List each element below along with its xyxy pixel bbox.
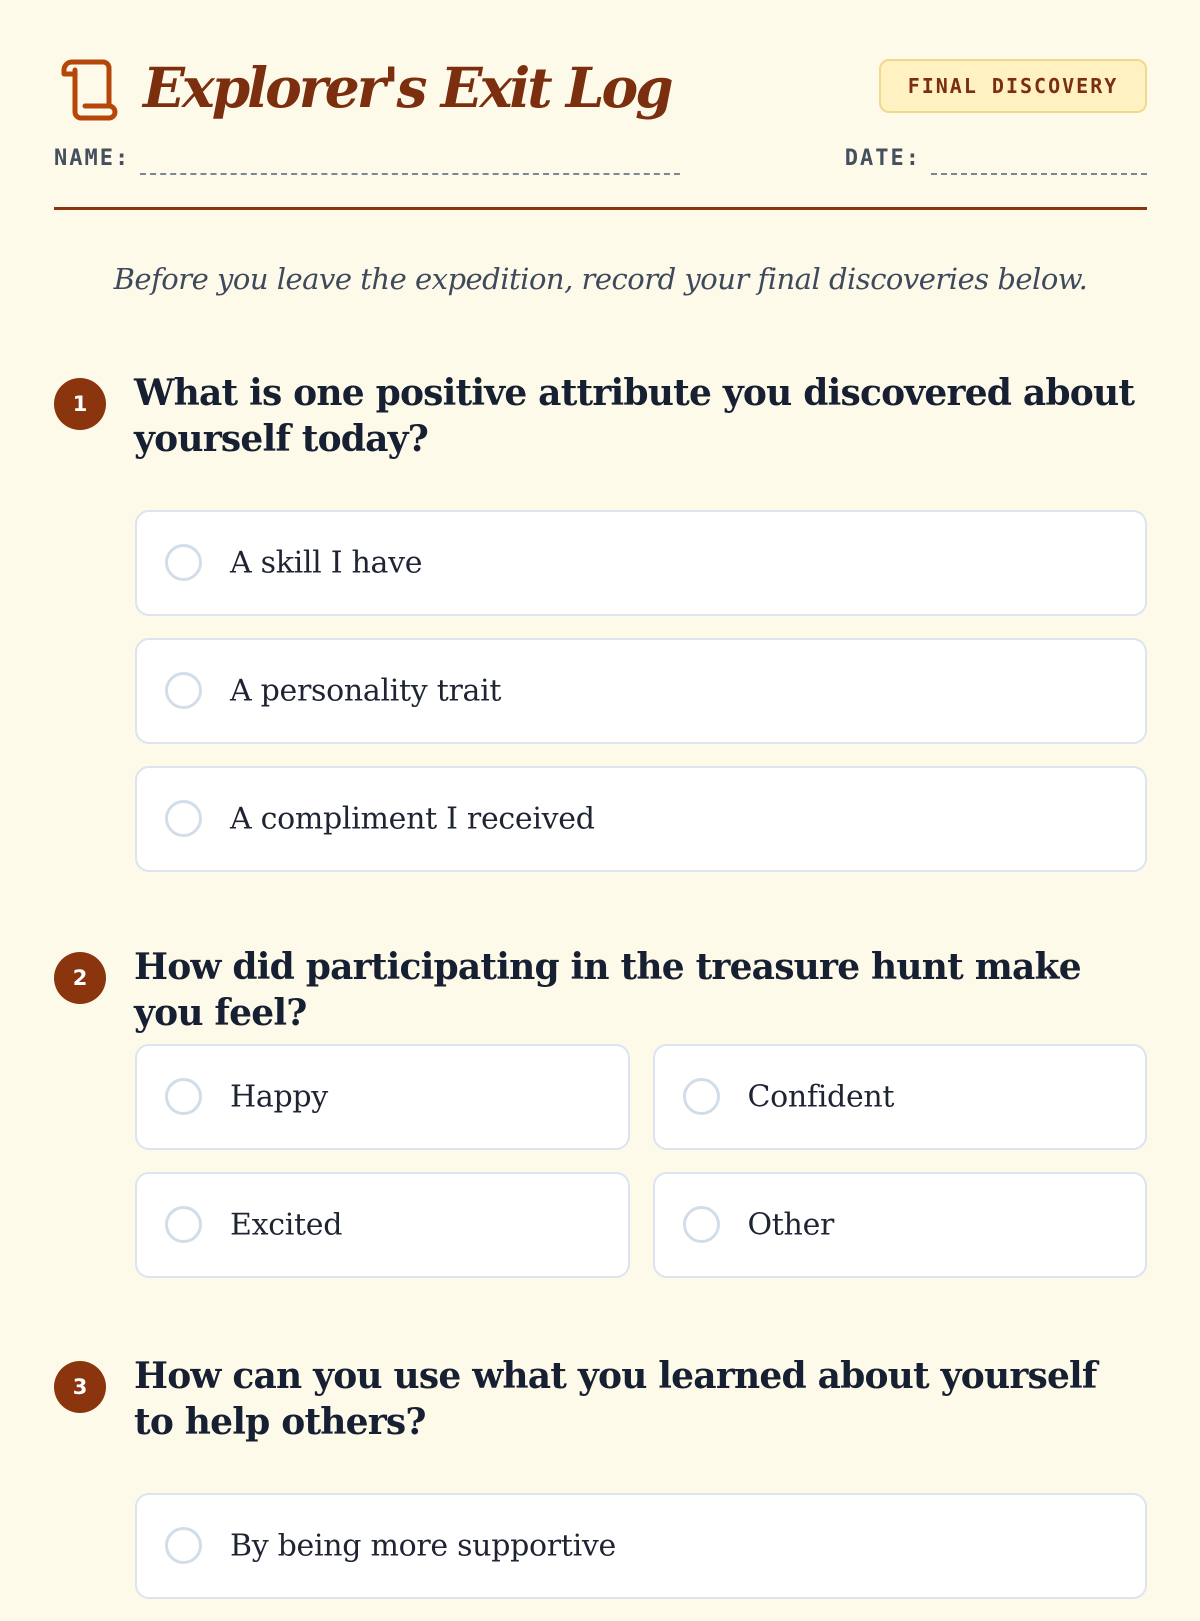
page-title: Explorer's Exit Log — [143, 55, 671, 120]
option-excited[interactable] — [135, 1172, 630, 1278]
option-a-skill[interactable] — [135, 510, 1147, 616]
radio-button[interactable] — [683, 1078, 720, 1115]
question-text: What is one positive attribute you discovered about yourself today? — [134, 372, 1135, 460]
option-other[interactable] — [653, 1172, 1148, 1278]
date-line[interactable] — [931, 160, 1147, 175]
option-personality-trait[interactable] — [135, 638, 1147, 744]
option-label: A skill I have — [230, 545, 423, 581]
option-happy[interactable] — [135, 1044, 630, 1150]
option-confident[interactable] — [653, 1044, 1148, 1150]
option-compliment[interactable] — [135, 766, 1147, 872]
log-header — [54, 0, 1147, 210]
question-1-options — [135, 510, 1147, 894]
question-number: 3 — [54, 1361, 106, 1413]
question-3-options — [135, 1493, 1147, 1621]
scroll-icon — [54, 58, 118, 122]
option-label: Happy — [230, 1079, 328, 1115]
intro-text: Before you leave the expedition, record your final discoveries below. — [113, 262, 1088, 296]
option-label: Confident — [747, 1079, 895, 1115]
radio-button[interactable] — [165, 672, 202, 709]
question-number: 2 — [54, 952, 106, 1004]
question-2-options — [135, 1044, 1147, 1278]
name-field[interactable] — [54, 144, 694, 174]
radio-button[interactable] — [165, 544, 202, 581]
option-label: A personality trait — [230, 673, 502, 709]
exit-log-page — [54, 0, 1147, 1564]
name-label: NAME: — [54, 146, 131, 171]
radio-button[interactable] — [683, 1206, 720, 1243]
option-label: Excited — [230, 1207, 343, 1243]
radio-button[interactable] — [165, 1078, 202, 1115]
radio-button[interactable] — [165, 800, 202, 837]
option-label: Other — [747, 1207, 835, 1243]
question-number: 1 — [54, 378, 106, 430]
name-line[interactable] — [140, 160, 680, 175]
date-field[interactable] — [835, 144, 1147, 174]
question-text: How can you use what you learned about yourself to help others? — [134, 1355, 1097, 1443]
option-label: A compliment I received — [230, 801, 595, 837]
final-discovery-badge: FINAL DISCOVERY — [879, 59, 1147, 113]
question-text: How did participating in the treasure hunt make you feel? — [134, 946, 1081, 1034]
radio-button[interactable] — [165, 1527, 202, 1564]
date-label: DATE: — [844, 146, 921, 171]
option-label: By being more supportive — [230, 1528, 616, 1564]
option-supportive[interactable] — [135, 1493, 1147, 1599]
radio-button[interactable] — [165, 1206, 202, 1243]
header-divider — [54, 207, 1147, 210]
